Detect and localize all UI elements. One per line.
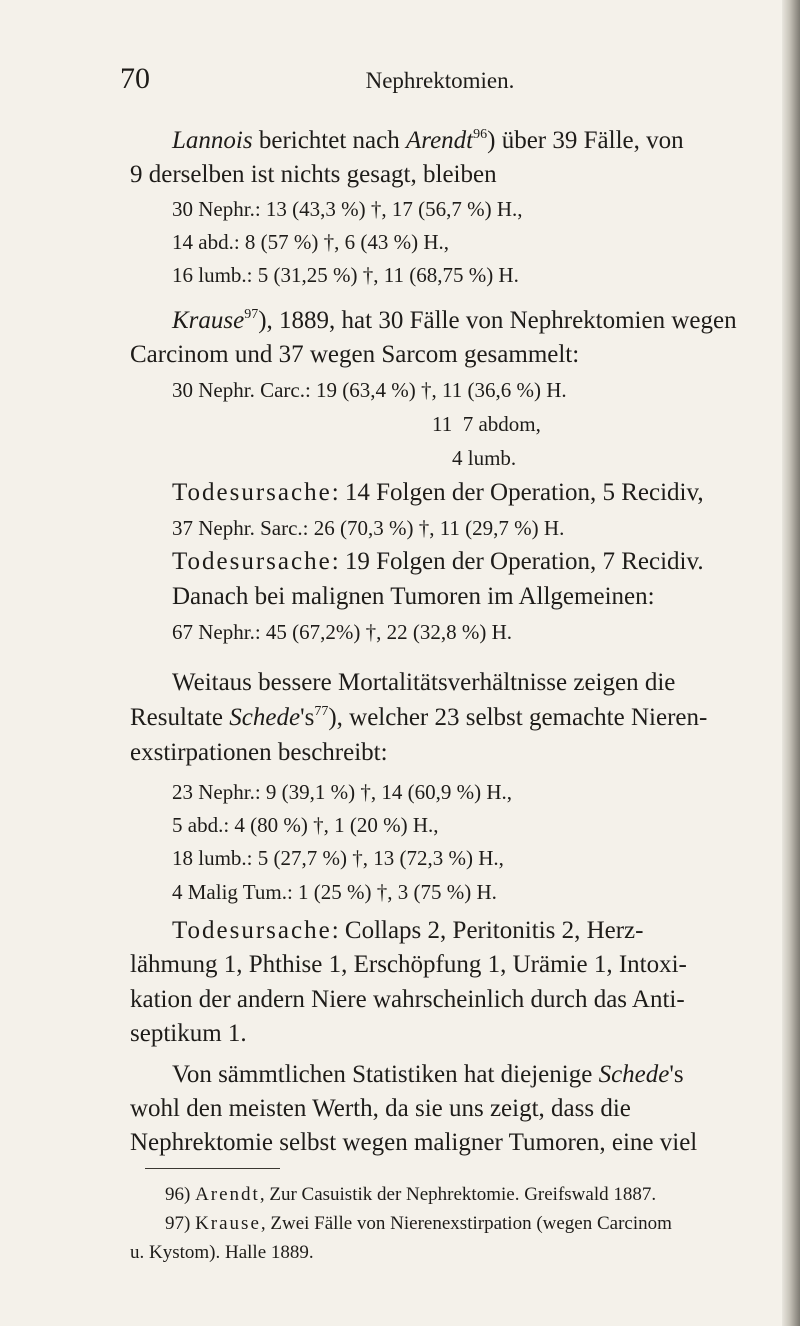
text-line: 9 derselben ist nichts gesagt, bleiben <box>130 161 497 188</box>
text-line: septikum 1. <box>130 1020 247 1047</box>
cause-label: Todesursache <box>172 479 332 506</box>
author-name: Arendt <box>195 1184 260 1205</box>
text-line <box>172 1056 684 1094</box>
stat-line: 14 abd.: 8 (57 %) †, 6 (43 %) H., <box>172 230 450 254</box>
footnote-ref: 97 <box>244 307 259 322</box>
text-span: Von sämmtlichen Statistiken hat diejenige <box>172 1061 599 1088</box>
text-span: , Zwei Fälle von Nierenexstirpation (wegen Carcinom <box>260 1213 672 1234</box>
author-name: Krause <box>172 307 245 334</box>
text-span: 's <box>669 1061 684 1088</box>
text-span: , Zur Casuistik der Nephrektomie. Greifswald 1887. <box>259 1184 657 1205</box>
footnote-continuation: u. Kystom). Halle 1889. <box>130 1242 314 1263</box>
text-line: Nephrektomie selbst wegen maligner Tumoren, eine viel <box>130 1129 698 1156</box>
stat-line: 37 Nephr. Sarc.: 26 (70,3 %) †, 11 (29,7 %) H. <box>172 516 565 540</box>
text-span: : 14 Folgen der Operation, 5 Recidiv, <box>331 479 704 506</box>
text-line <box>172 912 643 950</box>
text-span: ), welcher 23 selbst gemachte Nieren- <box>328 704 708 731</box>
text-line: lähmung 1, Phthise 1, Erschöpfung 1, Urämie 1, Intoxi- <box>130 951 687 978</box>
text-line: kation der andern Niere wahrscheinlich durch das Anti- <box>130 986 685 1013</box>
text-span: Resultate <box>130 704 230 731</box>
stat-line: 30 Nephr.: 13 (43,3 %) †, 17 (56,7 %) H., <box>172 197 523 221</box>
running-head: Nephrektomien. <box>365 68 515 93</box>
text-span: : 19 Folgen der Operation, 7 Recidiv. <box>331 548 704 575</box>
text-span: : Collaps 2, Peritonitis 2, Herz- <box>331 917 644 944</box>
author-name: Lannois <box>172 127 253 154</box>
text-line <box>172 302 737 340</box>
stat-line: 4 lumb. <box>452 446 517 470</box>
stat-line: 16 lumb.: 5 (31,25 %) †, 11 (68,75 %) H. <box>172 263 519 287</box>
text-line: wohl den meisten Werth, da sie uns zeigt, dass die <box>130 1095 631 1122</box>
text-span: 's <box>300 704 315 731</box>
page-header <box>120 62 760 102</box>
text-span: berichtet nach <box>252 127 406 154</box>
cause-label: Todesursache <box>172 917 332 944</box>
footnote-rule <box>145 1168 280 1169</box>
author-name: Arendt <box>406 127 474 154</box>
stat-line: 18 lumb.: 5 (27,7 %) †, 13 (72,3 %) H., <box>172 846 504 870</box>
text-line <box>172 474 704 512</box>
stat-line: 4 Malig Tum.: 1 (25 %) †, 3 (75 %) H. <box>172 880 497 904</box>
text-line: Danach bei malignen Tumoren im Allgemeinen: <box>172 583 655 610</box>
author-name: Krause <box>195 1213 261 1234</box>
text-span: ) über 39 Fälle, von <box>487 127 684 154</box>
footnote <box>165 1209 672 1239</box>
cause-label: Todesursache <box>172 548 332 575</box>
text-line <box>130 699 707 737</box>
text-line: exstirpationen beschreibt: <box>130 739 388 766</box>
footnote <box>165 1180 656 1210</box>
footnote-number: 97) <box>165 1213 191 1234</box>
page-edge-shadow <box>782 0 800 1326</box>
stat-line: 30 Nephr. Carc.: 19 (63,4 %) †, 11 (36,6 %) H. <box>172 378 567 402</box>
author-name: Schede <box>229 704 301 731</box>
stat-line: 11 7 abdom, <box>432 412 541 436</box>
stat-line: 5 abd.: 4 (80 %) †, 1 (20 %) H., <box>172 813 439 837</box>
footnote-ref: 77 <box>314 704 329 719</box>
text-line: Carcinom und 37 wegen Sarcom gesammelt: <box>130 341 580 368</box>
text-line <box>172 543 704 581</box>
text-line <box>172 122 684 160</box>
stat-line: 67 Nephr.: 45 (67,2%) †, 22 (32,8 %) H. <box>172 620 513 644</box>
author-name: Schede <box>598 1061 670 1088</box>
footnote-ref: 96 <box>473 127 488 142</box>
stat-line: 23 Nephr.: 9 (39,1 %) †, 14 (60,9 %) H., <box>172 780 513 804</box>
page-number: 70 <box>120 62 150 95</box>
footnote-number: 96) <box>165 1184 191 1205</box>
text-span: ), 1889, hat 30 Fälle von Nephrektomien wegen <box>258 307 737 334</box>
text-line: Weitaus bessere Mortalitätsverhältnisse zeigen die <box>172 669 676 696</box>
